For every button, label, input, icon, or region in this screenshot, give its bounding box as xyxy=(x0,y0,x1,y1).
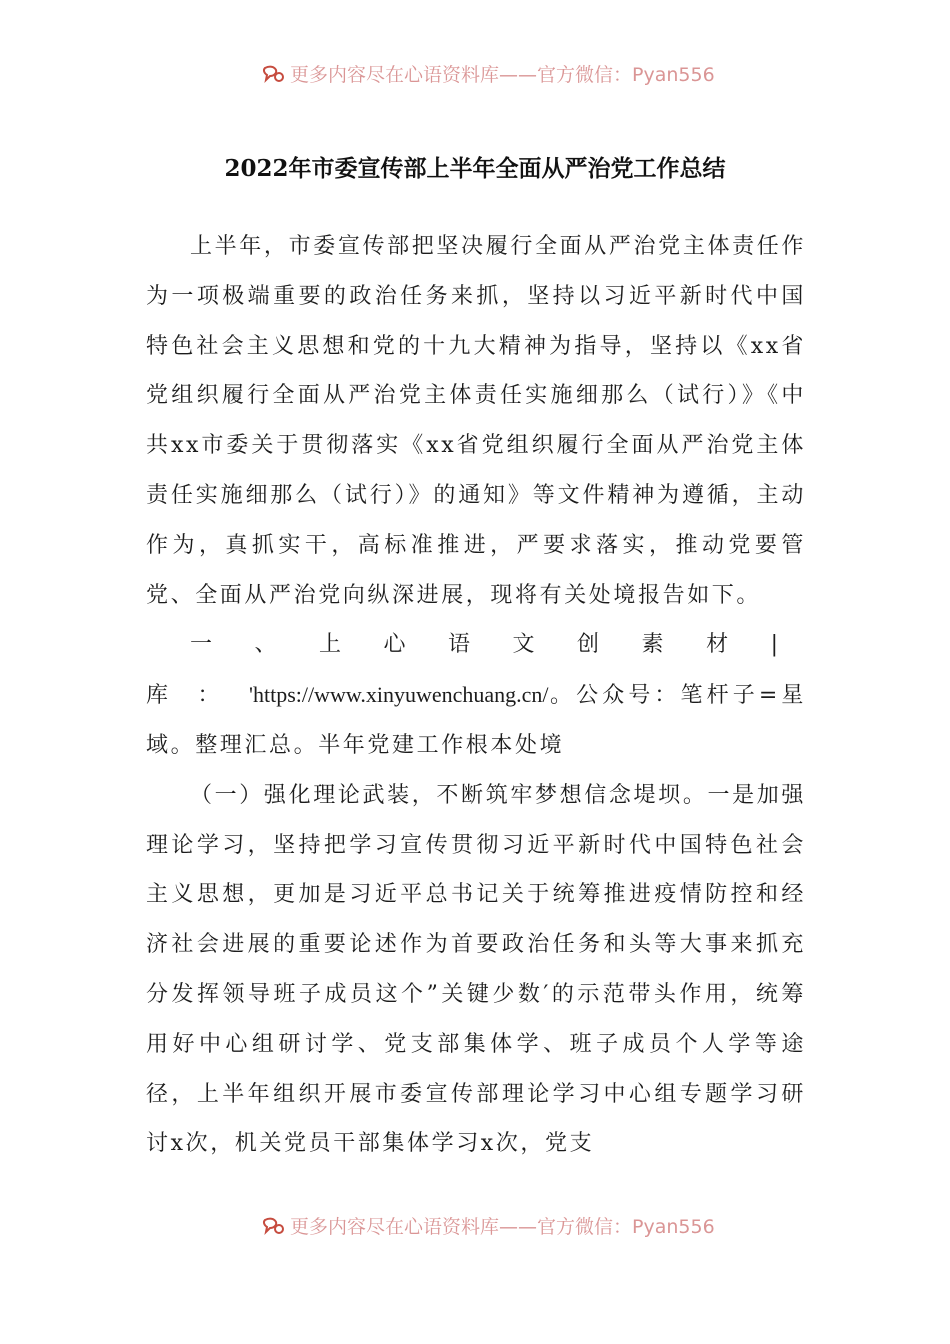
section-heading-prefix: 一、上心语文创素材|库： xyxy=(146,632,806,709)
document-title: 2022年市委宣传部上半年全面从严治党工作总结 xyxy=(224,155,726,182)
section-one-paragraph: （一）强化理论武装，不断筑牢梦想信念堤坝。一是加强理论学习，坚持把学习宣传贯彻习近平新时代中国特色社会主义思想，更加是习近平总书记关于统筹推进疫情防控和经济社会进展的重要论述作为首要政治任务和头等大事来抓充分发挥领导班子成员这个”关键少数′的示范带头作用，统筹用好中心组研讨学、党支部集体学、班子成员个人学等途径，上半年组织开展市委宣传部理论学习中心组专题学习研讨x次，机关党员干部集体学习x次，党支 xyxy=(146,782,806,1157)
section-heading-suffix: 。公众号：笔杆子=星域。整理汇总。半年党建工作根本处境 xyxy=(146,683,806,758)
watermark-text: 更多内容尽在心语资料库——官方微信：Pyan556 xyxy=(290,64,715,86)
document-body xyxy=(146,222,806,1169)
section-heading-paragraph xyxy=(146,620,806,770)
section-heading-url: 'https://www.xinyuwenchuang.cn/ xyxy=(249,682,549,708)
watermark-bottom xyxy=(0,1208,950,1238)
watermark-text: 更多内容尽在心语资料库——官方微信：Pyan556 xyxy=(290,1216,715,1238)
watermark-logo-icon xyxy=(262,64,286,84)
intro-paragraph: 上半年，市委宣传部把坚决履行全面从严治党主体责任作为一项极端重要的政治任务来抓，坚持以习近平新时代中国特色社会主义思想和党的十九大精神为指导，坚持以《xx省党组织履行全面从严治党主体责任实施细那么（试行）》《中共xx市委关于贯彻落实《xx省党组织履行全面从严治党主体责任实施细那么（试行）》的通知》等文件精神为遵循，主动作为，真抓实干，高标准推进，严要求落实，推动党要管党、全面从严治党向纵深进展，现将有关处境报告如下。 xyxy=(146,234,806,608)
watermark-logo-icon xyxy=(262,1216,286,1236)
watermark-top xyxy=(0,56,950,86)
